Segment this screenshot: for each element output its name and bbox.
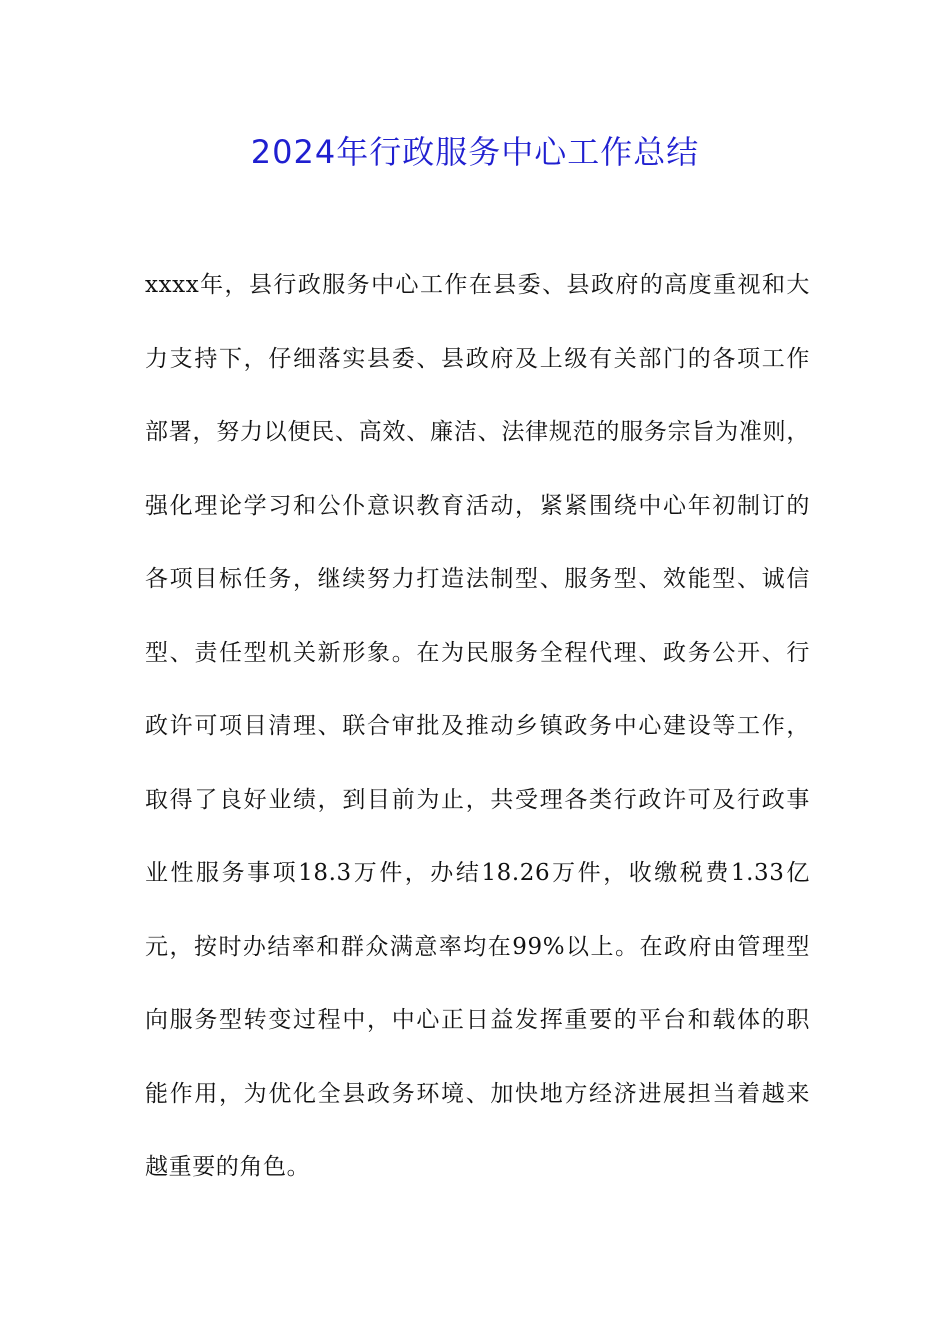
body-line: 元，按时办结率和群众满意率均在99%以上。在政府由管理型 — [145, 933, 810, 960]
document-body — [145, 260, 810, 1216]
body-line-last: 越重要的角色。 — [145, 1154, 311, 1180]
body-line: 各项目标任务，继续努力打造法制型、服务型、效能型、诚信 — [145, 566, 810, 592]
body-line: xxxx年，县行政服务中心工作在县委、县政府的高度重视和大 — [145, 272, 810, 298]
body-line: 向服务型转变过程中，中心正日益发挥重要的平台和载体的职 — [145, 1007, 810, 1033]
body-line: 部署，努力以便民、高效、廉洁、法律规范的服务宗旨为准则， — [145, 419, 810, 445]
body-line: 取得了良好业绩，到目前为止，共受理各类行政许可及行政事 — [145, 786, 810, 813]
body-line: 力支持下，仔细落实县委、县政府及上级有关部门的各项工作 — [145, 345, 810, 372]
body-line: 业性服务事项18.3万件，办结18.26万件，收缴税费1.33亿 — [145, 860, 810, 886]
body-line: 政许可项目清理、联合审批及推动乡镇政务中心建设等工作， — [145, 713, 810, 739]
document-title: 2024年行政服务中心工作总结 — [250, 133, 700, 171]
body-line: 能作用，为优化全县政务环境、加快地方经济进展担当着越来 — [145, 1080, 810, 1107]
body-line: 型、责任型机关新形象。在为民服务全程代理、政务公开、行 — [145, 639, 810, 666]
body-line: 强化理论学习和公仆意识教育活动，紧紧围绕中心年初制订的 — [145, 492, 810, 519]
